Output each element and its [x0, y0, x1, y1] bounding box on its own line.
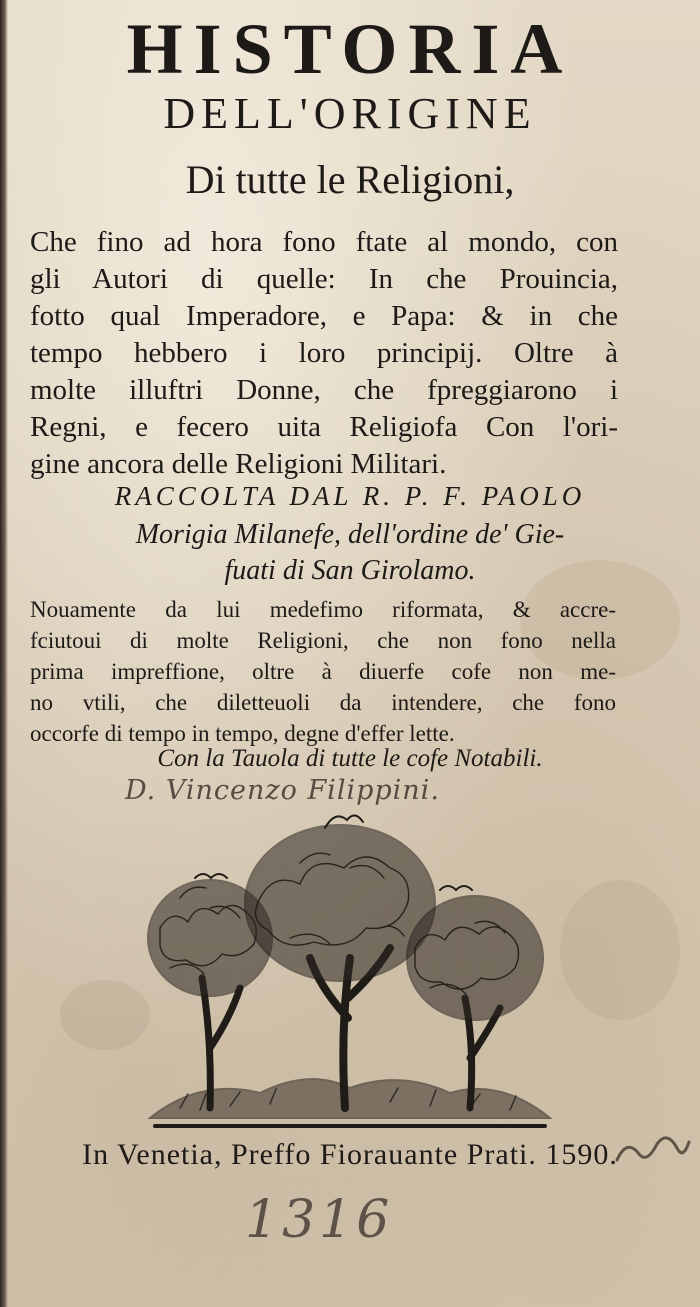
description-line: tempo hebbero i loro principij. Oltre à — [30, 337, 618, 369]
handwritten-corner-mark — [612, 1130, 692, 1179]
author-line: RACCOLTA DAL R. P. F. PAOLO — [114, 481, 586, 511]
edition-line: fciutoui di molte Religioni, che non fono nella — [30, 628, 616, 653]
edition-line: prima impreffione, oltre à diuerfe cofe non me- — [30, 659, 616, 684]
imprint-line: In Venetia, Preffo Fiorauante Prati. 1590. — [82, 1138, 618, 1171]
edition-line: occorfe di tempo in tempo, degne d'effer lette. — [30, 721, 455, 746]
table-of-contents-note: Con la Tauola di tutte le cofe Notabili. — [157, 745, 543, 772]
handwritten-signature: D. Vincenzo Filippini. — [125, 775, 440, 806]
description-line: fotto qual Imperadore, e Papa: & in che — [30, 300, 618, 332]
book-subtitle: DELL'ORIGINE — [163, 89, 537, 138]
paper-stain — [560, 880, 680, 1020]
author-line: fuati di San Girolamo. — [224, 555, 476, 586]
description-line: gli Autori di quelle: In che Prouincia, — [30, 263, 618, 295]
edition-line: Nouamente da lui medefimo riformata, & accre- — [30, 597, 616, 622]
description-line: gine ancora delle Religioni Militari. — [30, 448, 447, 480]
description-line: Regni, e fecero uita Religiofa Con l'ori- — [30, 411, 618, 443]
book-subtitle-second: Di tutte le Religioni, — [185, 157, 515, 202]
edition-line: no vtili, che diletteuoli da intendere, che fono — [30, 690, 616, 715]
description-line: molte illuftri Donne, che fpreggiarono i — [30, 374, 618, 406]
author-line: Morigia Milanefe, dell'ordine de' Gie- — [135, 519, 565, 550]
scribble-icon — [612, 1130, 692, 1170]
book-title: HISTORIA — [126, 9, 574, 89]
description-line: Che fino ad hora fono ftate al mondo, con — [30, 226, 618, 258]
description-paragraph — [30, 224, 618, 483]
handwritten-shelfmark: 1316 — [245, 1190, 394, 1250]
paper-stain — [60, 980, 150, 1050]
edition-note — [30, 594, 616, 749]
trees-woodcut-icon — [140, 808, 560, 1138]
